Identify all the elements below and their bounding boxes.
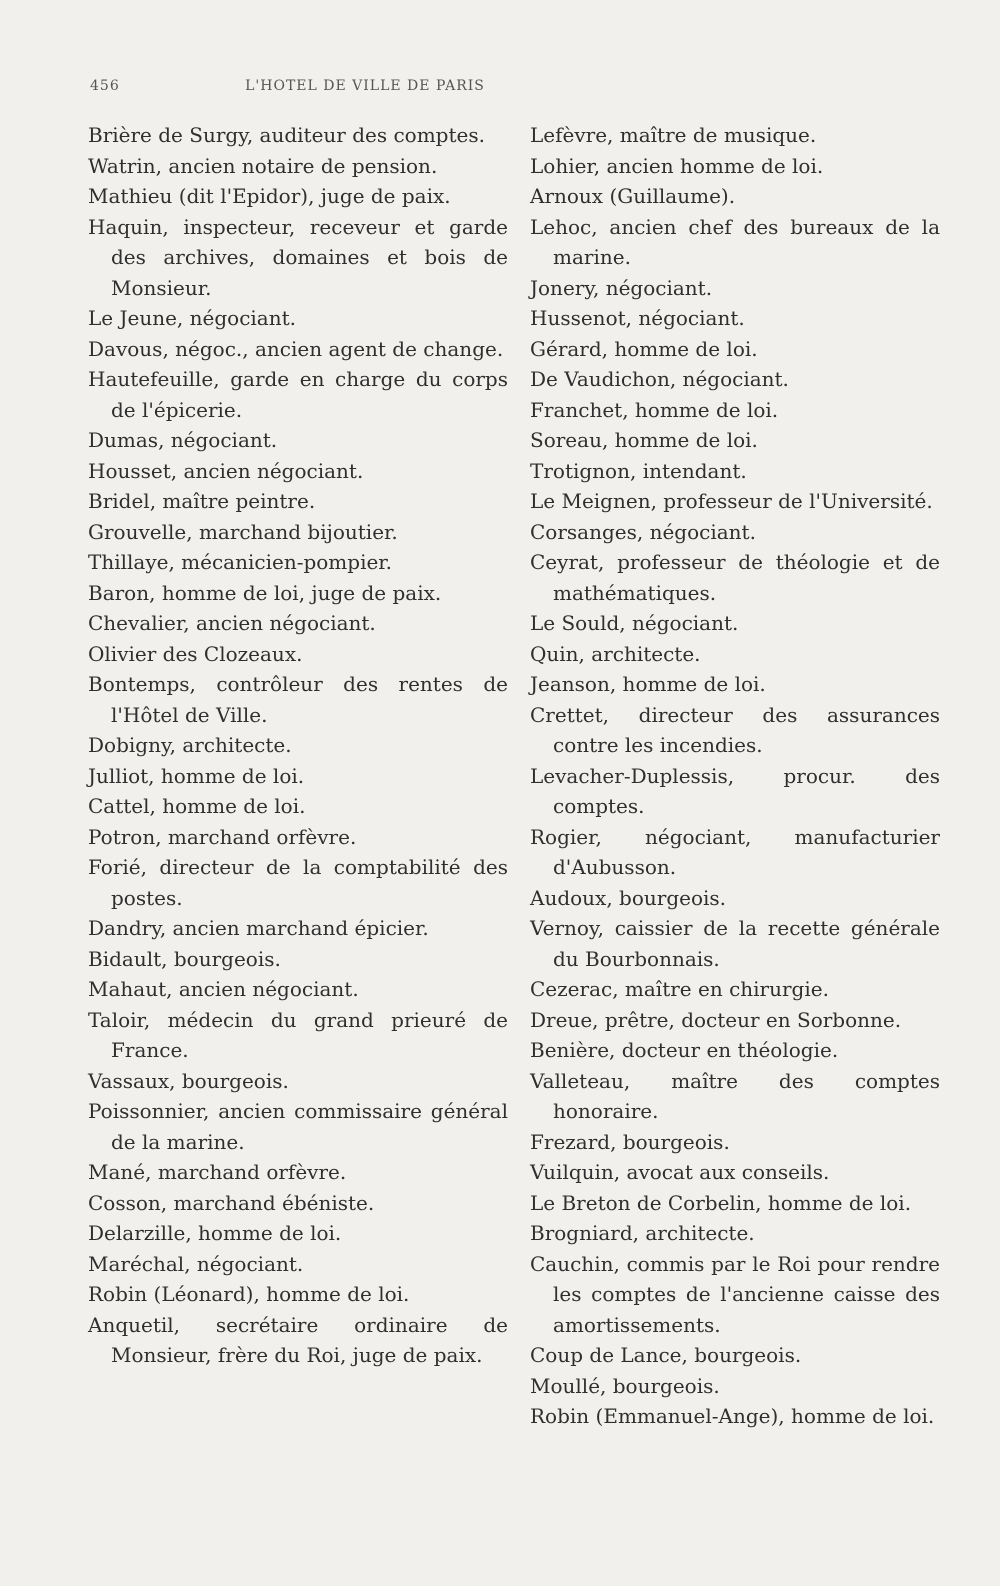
list-entry: Gérard, homme de loi. bbox=[530, 336, 758, 361]
list-entry: Lefèvre, maître de musique. bbox=[530, 123, 817, 147]
list-entry: Cauchin, commis par le Roi pour rendre les comptes de l'ancienne caisse des amortissements. bbox=[530, 1251, 940, 1337]
list-entry: Cosson, marchand ébéniste. bbox=[88, 1190, 375, 1215]
list-entry: Franchet, homme de loi. bbox=[530, 397, 779, 422]
right-column bbox=[530, 120, 940, 1432]
list-entry: Dobigny, architecte. bbox=[88, 733, 292, 757]
list-entry: Baron, homme de loi, juge de paix. bbox=[88, 580, 442, 605]
list-entry: Poissonnier, ancien commissaire général de la marine. bbox=[88, 1099, 508, 1154]
list-entry: Mahaut, ancien négociant. bbox=[88, 977, 359, 1001]
list-entry: Lehoc, ancien chef des bureaux de la marine. bbox=[530, 214, 940, 269]
list-entry: Maréchal, négociant. bbox=[88, 1251, 304, 1276]
list-entry: Arnoux (Guillaume). bbox=[530, 184, 736, 208]
list-entry: Hautefeuille, garde en charge du corps de l'épicerie. bbox=[88, 367, 508, 422]
list-entry: Cezerac, maître en chirurgie. bbox=[530, 977, 829, 1001]
list-entry: Bridel, maître peintre. bbox=[88, 489, 316, 513]
list-entry: Grouvelle, marchand bijoutier. bbox=[88, 519, 398, 544]
list-entry: Le Sould, négociant. bbox=[530, 611, 739, 635]
running-title: L'HOTEL DE VILLE DE PARIS bbox=[245, 78, 485, 94]
list-entry: Trotignon, intendant. bbox=[530, 458, 747, 483]
list-entry: Rogier, négociant, manufacturier d'Aubusson. bbox=[530, 824, 940, 879]
list-entry: Taloir, médecin du grand prieuré de France. bbox=[88, 1007, 508, 1062]
list-entry: Olivier des Clozeaux. bbox=[88, 641, 303, 666]
list-entry: Bontemps, contrôleur des rentes de l'Hôtel de Ville. bbox=[88, 672, 508, 727]
list-entry: Davous, négoc., ancien agent de change. bbox=[88, 336, 504, 361]
list-entry: Vassaux, bourgeois. bbox=[88, 1068, 289, 1093]
list-entry: Le Breton de Corbelin, homme de loi. bbox=[530, 1190, 912, 1215]
list-entry: Jeanson, homme de loi. bbox=[530, 672, 766, 696]
list-entry: Housset, ancien négociant. bbox=[88, 458, 364, 483]
list-entry: Vuilquin, avocat aux conseils. bbox=[530, 1160, 830, 1184]
list-entry: Brière de Surgy, auditeur des comptes. bbox=[88, 123, 485, 147]
list-entry: Delarzille, homme de loi. bbox=[88, 1221, 342, 1245]
list-entry: Le Jeune, négociant. bbox=[88, 306, 296, 330]
list-entry: De Vaudichon, négociant. bbox=[530, 367, 789, 391]
list-entry: Hussenot, négociant. bbox=[530, 306, 745, 330]
list-entry: Audoux, bourgeois. bbox=[530, 885, 727, 910]
list-entry: Levacher-Duplessis, procur. des comptes. bbox=[530, 763, 940, 818]
page-number: 456 bbox=[90, 78, 120, 94]
list-entry: Moullé, bourgeois. bbox=[530, 1373, 720, 1398]
left-column bbox=[88, 120, 508, 1371]
list-entry: Crettet, directeur des assurances contre les incendies. bbox=[530, 702, 940, 757]
list-entry: Ceyrat, professeur de théologie et de mathématiques. bbox=[530, 550, 940, 605]
list-entry: Lohier, ancien homme de loi. bbox=[530, 153, 824, 178]
list-entry: Julliot, homme de loi. bbox=[88, 763, 305, 788]
list-entry: Quin, architecte. bbox=[530, 641, 701, 666]
list-entry: Robin (Emmanuel-Ange), homme de loi. bbox=[530, 1404, 935, 1428]
page-header bbox=[90, 78, 640, 100]
list-entry: Benière, docteur en théologie. bbox=[530, 1038, 839, 1062]
list-entry: Vernoy, caissier de la recette générale du Bourbonnais. bbox=[530, 916, 940, 971]
list-entry: Potron, marchand orfèvre. bbox=[88, 824, 357, 849]
list-entry: Thillaye, mécanicien-pompier. bbox=[88, 550, 393, 574]
list-entry: Dandry, ancien marchand épicier. bbox=[88, 916, 429, 940]
list-entry: Mané, marchand orfèvre. bbox=[88, 1160, 347, 1184]
list-entry: Brogniard, architecte. bbox=[530, 1221, 755, 1245]
list-entry: Valleteau, maître des comptes honoraire. bbox=[530, 1068, 940, 1123]
list-entry: Dreue, prêtre, docteur en Sorbonne. bbox=[530, 1007, 902, 1032]
list-entry: Jonery, négociant. bbox=[530, 275, 713, 300]
list-entry: Coup de Lance, bourgeois. bbox=[530, 1343, 802, 1367]
list-entry: Le Meignen, professeur de l'Université. bbox=[530, 489, 933, 513]
list-entry: Bidault, bourgeois. bbox=[88, 946, 281, 971]
list-entry: Forié, directeur de la comptabilité des postes. bbox=[88, 855, 508, 910]
list-entry: Chevalier, ancien négociant. bbox=[88, 611, 376, 635]
list-entry: Frezard, bourgeois. bbox=[530, 1129, 730, 1154]
list-entry: Haquin, inspecteur, receveur et garde des archives, domaines et bois de Monsieur. bbox=[88, 214, 508, 300]
list-entry: Corsanges, négociant. bbox=[530, 519, 756, 544]
list-entry: Mathieu (dit l'Epidor), juge de paix. bbox=[88, 184, 451, 208]
list-entry: Robin (Léonard), homme de loi. bbox=[88, 1282, 410, 1306]
list-entry: Watrin, ancien notaire de pension. bbox=[88, 153, 438, 178]
list-entry: Cattel, homme de loi. bbox=[88, 794, 306, 818]
list-entry: Soreau, homme de loi. bbox=[530, 428, 758, 452]
list-entry: Anquetil, secrétaire ordinaire de Monsieur, frère du Roi, juge de paix. bbox=[88, 1312, 508, 1367]
list-entry: Dumas, négociant. bbox=[88, 428, 278, 452]
